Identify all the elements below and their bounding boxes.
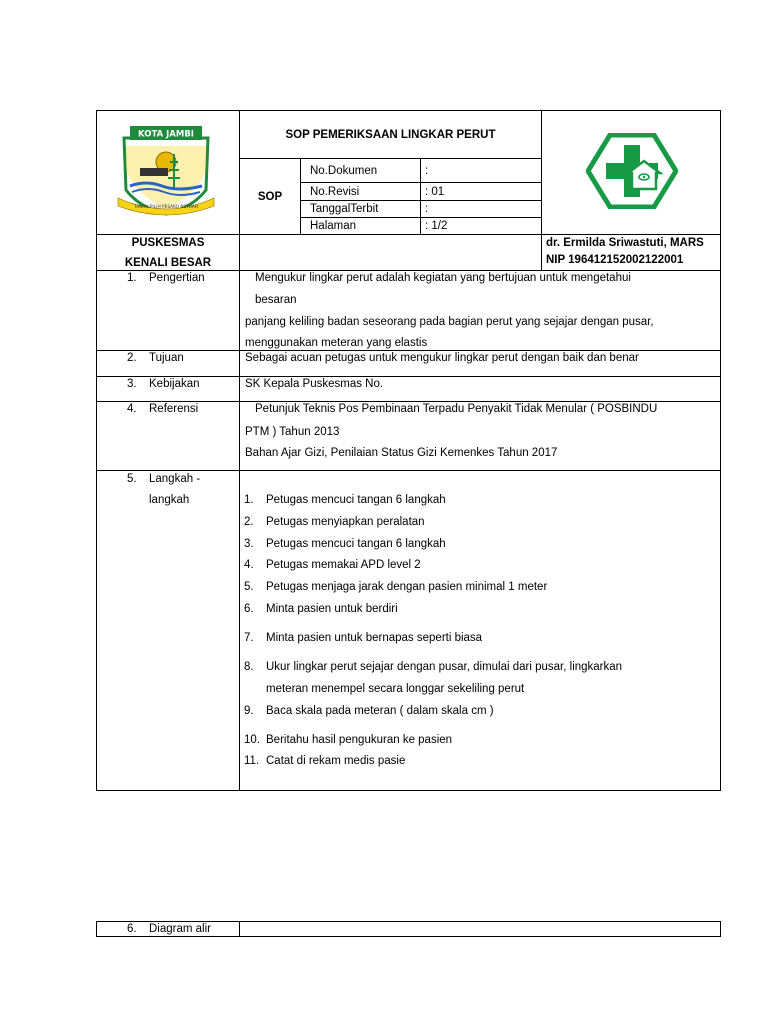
doc-row-line <box>300 217 541 218</box>
doc-field-label: No.Dokumen <box>310 165 378 177</box>
row-divider <box>96 470 721 471</box>
kebijakan-text: SK Kepala Puskesmas No. <box>245 378 384 390</box>
doc-values-divider <box>420 158 421 234</box>
step-item <box>244 733 452 747</box>
section-number: 1. <box>127 272 137 284</box>
body-label-divider <box>239 270 240 791</box>
doc-field-value: : 01 <box>425 186 445 198</box>
doc-row-line <box>300 200 541 201</box>
section-number: 3. <box>127 378 137 390</box>
title-divider <box>239 158 541 159</box>
section-number: 4. <box>127 403 137 415</box>
step-text: meteran menempel secara longgar sekeliling perut <box>266 683 525 695</box>
step-item <box>244 682 524 696</box>
org-name-line1: PUSKESMAS <box>131 237 205 249</box>
puskesmas-logo <box>586 133 678 209</box>
pengertian-line: menggunakan meteran yang elastis <box>245 337 428 349</box>
doc-field-value: : <box>425 203 429 215</box>
pengertian-line: panjang keliling badan seseorang pada bagian perut yang sejajar dengan pusar, <box>245 316 654 328</box>
referensi-line: Bahan Ajar Gizi, Penilaian Status Gizi Kemenkes Tahun 2017 <box>245 447 558 459</box>
step-text: Baca skala pada meteran ( dalam skala cm ) <box>266 705 494 717</box>
logo-ribbon-text: TANAH PILIH PESAKO BETUAH <box>133 205 199 210</box>
section-label-langkah: Langkah - <box>149 473 201 485</box>
pengertian-line: Mengukur lingkar perut adalah kegiatan yang bertujuan untuk mengetahui <box>255 272 631 284</box>
step-item <box>244 493 446 507</box>
step-item <box>244 558 421 572</box>
header-row-divider <box>96 234 721 235</box>
step-item <box>244 602 398 616</box>
diagram-divider <box>239 921 240 937</box>
step-text: Petugas mencuci tangan 6 langkah <box>266 538 446 550</box>
step-item <box>244 515 425 529</box>
step-item <box>244 704 494 718</box>
step-text: Petugas memakai APD level 2 <box>266 559 421 571</box>
section-number: 6. <box>127 923 137 935</box>
step-number: 1. <box>244 494 254 506</box>
step-item <box>244 660 622 674</box>
sop-label: SOP <box>257 191 283 203</box>
step-number: 8. <box>244 661 254 673</box>
section-label-kebijakan: Kebijakan <box>149 378 200 390</box>
step-text: Petugas menyiapkan peralatan <box>266 516 425 528</box>
doc-row-line <box>300 182 541 183</box>
header-divider-right <box>541 110 542 271</box>
pengertian-line: besaran <box>255 294 297 306</box>
step-item <box>244 754 405 768</box>
official-nip: NIP 196412152002122001 <box>546 254 684 266</box>
doc-field-label: No.Revisi <box>310 186 360 198</box>
step-number: 6. <box>244 603 254 615</box>
section-number: 5. <box>127 473 137 485</box>
tujuan-text: Sebagai acuan petugas untuk mengukur lingkar perut dengan baik dan benar <box>245 352 639 364</box>
step-number: 9. <box>244 705 254 717</box>
doc-field-value: : 1/2 <box>425 220 448 232</box>
step-text: Minta pasien untuk berdiri <box>266 603 398 615</box>
step-number: 10. <box>244 734 260 746</box>
section-label-tujuan: Tujuan <box>149 352 184 364</box>
sop-title: SOP PEMERIKSAAN LINGKAR PERUT <box>285 129 496 141</box>
logo-title-text: KOTA JAMBI <box>138 129 194 140</box>
org-name-line2: KENALI BESAR <box>124 257 212 269</box>
step-number: 5. <box>244 581 254 593</box>
step-number: 11. <box>244 755 260 767</box>
referensi-line: Petunjuk Teknis Pos Pembinaan Terpadu Penyakit Tidak Menular ( POSBINDU <box>255 403 658 415</box>
section-label-langkah-cont: langkah <box>149 494 190 506</box>
doc-field-label: TanggalTerbit <box>310 203 379 215</box>
step-text: Ukur lingkar perut sejajar dengan pusar, dimulai dari pusar, lingkarkan <box>266 661 623 673</box>
step-number: 7. <box>244 632 254 644</box>
step-text: Minta pasien untuk bernapas seperti biasa <box>266 632 483 644</box>
section-number: 2. <box>127 352 137 364</box>
section-label-referensi: Referensi <box>149 403 199 415</box>
doc-field-value: : <box>425 165 429 177</box>
step-text: Catat di rekam medis pasie <box>266 755 406 767</box>
section-label-pengertian: Pengertian <box>149 272 205 284</box>
step-text: Beritahu hasil pengukuran ke pasien <box>266 734 453 746</box>
step-item <box>244 631 482 645</box>
step-item <box>244 580 547 594</box>
doc-fields-divider <box>300 158 301 234</box>
section-label-diagram: Diagram alir <box>149 923 211 935</box>
step-text: Petugas mencuci tangan 6 langkah <box>266 494 446 506</box>
kota-jambi-logo <box>116 124 216 220</box>
referensi-line: PTM ) Tahun 2013 <box>245 426 340 438</box>
step-item <box>244 537 446 551</box>
doc-field-label: Halaman <box>310 220 357 232</box>
step-text: Petugas menjaga jarak dengan pasien minimal 1 meter <box>266 581 548 593</box>
step-number: 3. <box>244 538 254 550</box>
official-name: dr. Ermilda Sriwastuti, MARS <box>546 237 704 249</box>
step-number: 4. <box>244 559 254 571</box>
step-number: 2. <box>244 516 254 528</box>
